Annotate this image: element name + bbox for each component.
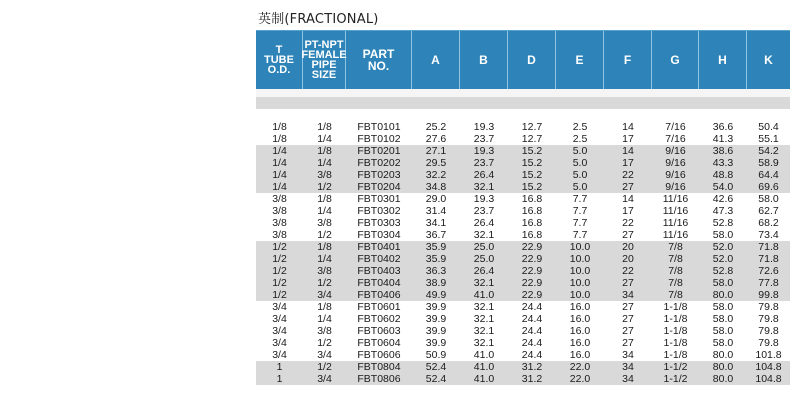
header-line: E: [575, 53, 584, 67]
cell-dim-a: 39.9: [425, 313, 447, 325]
cell-dim-g: 9/16: [665, 157, 686, 169]
header-gap: [256, 89, 790, 97]
cell-dim-e: 16.0: [569, 337, 591, 349]
cell-dim-f: 22: [622, 265, 634, 277]
header-dim-k: [747, 31, 790, 89]
cell-dim-a: 34.8: [425, 181, 447, 193]
cell-dim-e: 10.0: [569, 241, 591, 253]
cell-part-no: FBT0603: [357, 325, 401, 337]
header-line: PT-NPT: [304, 39, 344, 51]
cell-dim-f: 20: [622, 253, 634, 265]
cell-dim-g: 1-1/2: [663, 373, 688, 385]
header-line: T: [275, 44, 283, 56]
cell-dim-d: 15.2: [521, 181, 543, 193]
cell-dim-d: 15.2: [521, 169, 543, 181]
cell-dim-b: 32.1: [473, 181, 495, 193]
cell-dim-a: 27.1: [425, 145, 447, 157]
cell-dim-g: 1-1/8: [663, 325, 688, 337]
cell-part-no: FBT0804: [357, 361, 401, 373]
cell-dim-b: 26.4: [473, 265, 495, 277]
header-line: O.D.: [267, 64, 291, 76]
cell-tube-od: 3/8: [272, 205, 287, 217]
cell-dim-k: 79.8: [758, 325, 779, 337]
cell-dim-b: 19.3: [473, 193, 495, 205]
cell-dim-e: 10.0: [569, 289, 591, 301]
cell-part-no: FBT0302: [357, 205, 401, 217]
cell-dim-k: 58.9: [758, 157, 779, 169]
cell-dim-a: 39.9: [425, 301, 447, 313]
cell-dim-e: 10.0: [569, 265, 591, 277]
cell-pipe-size: 1/4: [317, 205, 332, 217]
cell-tube-od: 1/4: [272, 181, 287, 193]
cell-dim-h: 52.0: [712, 241, 734, 253]
cell-dim-k: 58.0: [758, 193, 779, 205]
cell-tube-od: 1/4: [272, 169, 287, 181]
cell-dim-f: 34: [622, 361, 634, 373]
header-line: D: [527, 53, 536, 67]
cell-dim-d: 31.2: [521, 361, 543, 373]
cell-dim-e: 22.0: [569, 373, 591, 385]
cell-dim-b: 26.4: [473, 169, 495, 181]
cell-dim-k: 54.2: [758, 145, 779, 157]
cell-part-no: FBT0101: [357, 121, 401, 133]
cell-dim-k: 71.8: [758, 241, 779, 253]
cell-part-no: FBT0401: [357, 241, 401, 253]
cell-dim-d: 22.9: [521, 241, 543, 253]
cell-dim-d: 16.8: [521, 229, 543, 241]
table-row: [256, 217, 790, 229]
cell-tube-od: 3/4: [272, 301, 287, 313]
cell-dim-e: 5.0: [572, 157, 588, 169]
cell-pipe-size: 1/8: [317, 193, 332, 205]
cell-dim-k: 69.6: [758, 181, 779, 193]
header-dim-h: [699, 31, 747, 89]
cell-dim-f: 14: [622, 145, 634, 157]
cell-pipe-size: 3/8: [317, 265, 332, 277]
table-row: [256, 241, 790, 253]
cell-tube-od: 1/8: [272, 133, 287, 145]
cell-tube-od: 1: [276, 361, 283, 373]
cell-tube-od: 3/8: [272, 229, 287, 241]
spacer-row: [256, 109, 790, 121]
cell-dim-h: 36.6: [712, 121, 734, 133]
cell-dim-b: 23.7: [473, 205, 495, 217]
cell-tube-od: 1/2: [272, 277, 287, 289]
cell-dim-e: 16.0: [569, 349, 591, 361]
cell-dim-g: 1-1/8: [663, 313, 688, 325]
table-row: [256, 145, 790, 157]
cell-dim-e: 2.5: [572, 121, 588, 133]
cell-dim-a: 38.9: [425, 277, 447, 289]
cell-dim-e: 5.0: [572, 181, 588, 193]
cell-dim-d: 24.4: [521, 325, 543, 337]
cell-dim-g: 11/16: [662, 205, 689, 217]
cell-pipe-size: 1/8: [317, 145, 332, 157]
cell-dim-h: 58.0: [712, 325, 734, 337]
header-dim-d: [508, 31, 556, 89]
cell-dim-e: 7.7: [572, 229, 588, 241]
cell-dim-b: 32.1: [473, 325, 495, 337]
cell-tube-od: 1/4: [272, 145, 287, 157]
cell-dim-a: 29.0: [425, 193, 447, 205]
cell-dim-a: 27.6: [425, 133, 447, 145]
cell-pipe-size: 1/2: [317, 277, 332, 289]
cell-tube-od: 1/2: [272, 289, 287, 301]
cell-dim-d: 16.8: [521, 205, 543, 217]
cell-dim-f: 27: [622, 277, 634, 289]
header-dim-b: [460, 31, 508, 89]
cell-dim-h: 48.8: [712, 169, 734, 181]
header-line: A: [431, 53, 440, 67]
cell-dim-f: 27: [622, 229, 634, 241]
cell-dim-a: 25.2: [425, 121, 447, 133]
cell-pipe-size: 1/8: [317, 241, 332, 253]
cell-dim-e: 7.7: [572, 193, 588, 205]
header-line: H: [718, 53, 727, 67]
cell-dim-g: 9/16: [665, 181, 686, 193]
header-line: G: [670, 53, 680, 67]
cell-dim-a: 39.9: [425, 325, 447, 337]
cell-dim-g: 7/16: [665, 121, 686, 133]
cell-part-no: FBT0402: [357, 253, 401, 265]
cell-dim-f: 27: [622, 301, 634, 313]
cell-dim-b: 32.1: [473, 337, 495, 349]
header-line: PART: [362, 47, 395, 61]
cell-dim-g: 11/16: [662, 193, 689, 205]
cell-dim-a: 50.9: [425, 349, 447, 361]
cell-pipe-size: 3/4: [317, 289, 332, 301]
cell-dim-e: 7.7: [572, 205, 588, 217]
cell-dim-k: 79.8: [758, 337, 779, 349]
page-title: 英制(FRACTIONAL): [258, 12, 379, 27]
cell-dim-h: 80.0: [712, 349, 734, 361]
cell-dim-a: 32.2: [425, 169, 447, 181]
table-row: [256, 337, 790, 349]
cell-dim-e: 7.7: [572, 217, 588, 229]
table-row: [256, 193, 790, 205]
cell-dim-f: 22: [622, 217, 634, 229]
cell-dim-b: 41.0: [473, 361, 495, 373]
cell-pipe-size: 1/2: [317, 337, 332, 349]
cell-dim-h: 38.6: [712, 145, 734, 157]
cell-dim-g: 7/8: [668, 253, 683, 265]
cell-part-no: FBT0204: [357, 181, 401, 193]
cell-dim-g: 7/8: [668, 289, 683, 301]
cell-dim-b: 32.1: [473, 229, 495, 241]
cell-dim-e: 16.0: [569, 313, 591, 325]
cell-pipe-size: 3/4: [317, 373, 332, 385]
cell-dim-g: 9/16: [665, 169, 686, 181]
cell-dim-b: 25.0: [473, 253, 495, 265]
cell-dim-f: 34: [622, 373, 634, 385]
cell-tube-od: 3/4: [272, 325, 287, 337]
cell-tube-od: 1/2: [272, 253, 287, 265]
cell-dim-g: 7/8: [668, 241, 683, 253]
cell-pipe-size: 1/4: [317, 313, 332, 325]
cell-dim-h: 54.0: [712, 181, 734, 193]
cell-dim-k: 72.6: [758, 265, 779, 277]
cell-dim-d: 22.9: [521, 277, 543, 289]
cell-dim-h: 58.0: [712, 337, 734, 349]
cell-dim-k: 50.4: [758, 121, 779, 133]
cell-dim-b: 41.0: [473, 289, 495, 301]
cell-part-no: FBT0406: [357, 289, 401, 301]
cell-dim-d: 31.2: [521, 373, 543, 385]
cell-pipe-size: 1/2: [317, 181, 332, 193]
cell-dim-k: 55.1: [758, 133, 779, 145]
cell-dim-f: 17: [622, 157, 634, 169]
cell-dim-k: 62.7: [758, 205, 779, 217]
cell-dim-f: 14: [622, 193, 634, 205]
cell-dim-d: 16.8: [521, 193, 543, 205]
cell-dim-g: 1-1/8: [663, 301, 688, 313]
cell-dim-a: 35.9: [425, 241, 447, 253]
cell-dim-k: 77.8: [758, 277, 779, 289]
cell-dim-f: 34: [622, 289, 634, 301]
cell-dim-b: 19.3: [473, 145, 495, 157]
cell-dim-a: 31.4: [425, 205, 447, 217]
cell-dim-b: 32.1: [473, 313, 495, 325]
cell-dim-d: 24.4: [521, 301, 543, 313]
cell-dim-h: 41.3: [712, 133, 734, 145]
table-row: [256, 121, 790, 133]
cell-dim-e: 10.0: [569, 277, 591, 289]
header-line: FEMALE: [301, 49, 347, 61]
cell-pipe-size: 1/2: [317, 361, 332, 373]
cell-dim-b: 32.1: [473, 301, 495, 313]
cell-dim-d: 16.8: [521, 217, 543, 229]
cell-dim-f: 27: [622, 325, 634, 337]
table-row: [256, 313, 790, 325]
cell-tube-od: 1: [276, 373, 283, 385]
table-row: [256, 373, 790, 385]
table-row: [256, 277, 790, 289]
cell-dim-k: 101.8: [755, 349, 782, 361]
cell-dim-f: 20: [622, 241, 634, 253]
header-line: F: [623, 53, 632, 67]
cell-dim-d: 12.7: [521, 133, 543, 145]
cell-part-no: FBT0202: [357, 157, 401, 169]
cell-dim-f: 22: [622, 169, 634, 181]
cell-pipe-size: 3/4: [317, 349, 332, 361]
cell-dim-b: 23.7: [473, 133, 495, 145]
cell-dim-h: 47.3: [712, 205, 734, 217]
table-header: [256, 30, 790, 89]
cell-pipe-size: 1/4: [317, 133, 332, 145]
table-row: [256, 325, 790, 337]
cell-part-no: FBT0403: [357, 265, 401, 277]
cell-tube-od: 3/4: [272, 337, 287, 349]
header-dim-g: [652, 31, 699, 89]
header-line: K: [764, 53, 773, 67]
cell-dim-g: 1-1/8: [663, 349, 688, 361]
cell-dim-k: 71.8: [758, 253, 779, 265]
cell-part-no: FBT0301: [357, 193, 401, 205]
cell-part-no: FBT0606: [357, 349, 401, 361]
cell-dim-k: 79.8: [758, 301, 779, 313]
table-row: [256, 181, 790, 193]
table-row: [256, 157, 790, 169]
cell-dim-f: 27: [622, 313, 634, 325]
cell-dim-h: 80.0: [712, 289, 734, 301]
cell-part-no: FBT0602: [357, 313, 401, 325]
cell-dim-h: 42.6: [712, 193, 734, 205]
header-separator: [256, 97, 790, 109]
cell-dim-g: 7/8: [668, 265, 683, 277]
cell-pipe-size: 1/8: [317, 301, 332, 313]
cell-dim-d: 22.9: [521, 289, 543, 301]
cell-tube-od: 1/4: [272, 157, 287, 169]
cell-dim-f: 27: [622, 181, 634, 193]
cell-dim-a: 34.1: [425, 217, 447, 229]
header-tube-od: [256, 31, 303, 89]
cell-part-no: FBT0203: [357, 169, 401, 181]
cell-dim-e: 10.0: [569, 253, 591, 265]
cell-dim-h: 80.0: [712, 361, 734, 373]
cell-dim-k: 104.8: [755, 361, 782, 373]
cell-pipe-size: 1/4: [317, 157, 332, 169]
cell-dim-e: 16.0: [569, 325, 591, 337]
cell-dim-d: 12.7: [521, 121, 543, 133]
cell-dim-f: 17: [622, 205, 634, 217]
cell-dim-b: 26.4: [473, 217, 495, 229]
cell-tube-od: 1/8: [272, 121, 287, 133]
cell-dim-e: 5.0: [572, 169, 588, 181]
cell-pipe-size: 3/8: [317, 169, 332, 181]
cell-dim-k: 99.8: [758, 289, 779, 301]
cell-dim-k: 79.8: [758, 313, 779, 325]
cell-dim-e: 5.0: [572, 145, 588, 157]
table-row: [256, 301, 790, 313]
header-dim-f: [604, 31, 652, 89]
cell-dim-e: 2.5: [572, 133, 588, 145]
table-body: [256, 121, 790, 385]
cell-tube-od: 3/8: [272, 217, 287, 229]
cell-dim-h: 52.8: [712, 217, 734, 229]
cell-dim-b: 19.3: [473, 121, 495, 133]
cell-dim-a: 52.4: [425, 361, 447, 373]
cell-dim-h: 58.0: [712, 301, 734, 313]
cell-dim-a: 39.9: [425, 337, 447, 349]
fitting-dimensions-table: [256, 30, 790, 385]
cell-pipe-size: 3/8: [317, 217, 332, 229]
cell-part-no: FBT0601: [357, 301, 401, 313]
cell-dim-h: 58.0: [712, 229, 734, 241]
header-pipe-size: [303, 31, 346, 89]
cell-dim-d: 15.2: [521, 145, 543, 157]
cell-pipe-size: 1/2: [317, 229, 332, 241]
table-row: [256, 169, 790, 181]
cell-dim-a: 36.7: [425, 229, 447, 241]
cell-dim-h: 52.8: [712, 265, 734, 277]
cell-dim-h: 58.0: [712, 313, 734, 325]
header-line: PIPE: [311, 59, 337, 71]
cell-dim-e: 22.0: [569, 361, 591, 373]
cell-dim-g: 11/16: [662, 229, 689, 241]
cell-tube-od: 1/2: [272, 265, 287, 277]
cell-pipe-size: 1/4: [317, 253, 332, 265]
table-row: [256, 265, 790, 277]
cell-dim-g: 1-1/2: [663, 361, 688, 373]
cell-dim-h: 80.0: [712, 373, 734, 385]
cell-dim-g: 11/16: [662, 217, 689, 229]
cell-dim-h: 58.0: [712, 277, 734, 289]
table-row: [256, 205, 790, 217]
cell-tube-od: 3/4: [272, 313, 287, 325]
table-row: [256, 133, 790, 145]
cell-dim-g: 9/16: [665, 145, 686, 157]
header-dim-a: [412, 31, 460, 89]
table-row: [256, 253, 790, 265]
cell-dim-g: 1-1/8: [663, 337, 688, 349]
table-row: [256, 349, 790, 361]
cell-part-no: FBT0304: [357, 229, 401, 241]
cell-dim-f: 34: [622, 349, 634, 361]
header-dim-e: [556, 31, 604, 89]
cell-dim-f: 17: [622, 133, 634, 145]
header-line: TUBE: [264, 54, 294, 66]
cell-dim-d: 24.4: [521, 349, 543, 361]
cell-dim-b: 32.1: [473, 277, 495, 289]
cell-dim-f: 14: [622, 121, 634, 133]
header-line: B: [479, 53, 488, 67]
cell-dim-a: 35.9: [425, 253, 447, 265]
cell-part-no: FBT0201: [357, 145, 401, 157]
header-line: SIZE: [311, 69, 337, 81]
cell-part-no: FBT0404: [357, 277, 401, 289]
cell-dim-b: 41.0: [473, 373, 495, 385]
cell-dim-k: 68.2: [758, 217, 779, 229]
cell-dim-h: 52.0: [712, 253, 734, 265]
cell-dim-g: 7/16: [665, 133, 686, 145]
cell-tube-od: 1/2: [272, 241, 287, 253]
cell-dim-a: 52.4: [425, 373, 447, 385]
cell-dim-g: 7/8: [668, 277, 683, 289]
cell-pipe-size: 1/8: [317, 121, 332, 133]
cell-dim-b: 25.0: [473, 241, 495, 253]
cell-dim-k: 104.8: [755, 373, 782, 385]
table-row: [256, 289, 790, 301]
cell-dim-f: 27: [622, 337, 634, 349]
cell-part-no: FBT0604: [357, 337, 401, 349]
cell-dim-e: 16.0: [569, 301, 591, 313]
header-part-no: [346, 31, 412, 89]
cell-dim-d: 24.4: [521, 313, 543, 325]
cell-dim-d: 24.4: [521, 337, 543, 349]
cell-part-no: FBT0806: [357, 373, 401, 385]
cell-dim-d: 22.9: [521, 265, 543, 277]
table-row: [256, 361, 790, 373]
cell-part-no: FBT0303: [357, 217, 401, 229]
cell-dim-a: 49.9: [425, 289, 447, 301]
cell-part-no: FBT0102: [357, 133, 401, 145]
cell-dim-d: 15.2: [521, 157, 543, 169]
cell-dim-b: 23.7: [473, 157, 495, 169]
cell-dim-d: 22.9: [521, 253, 543, 265]
cell-dim-a: 36.3: [425, 265, 447, 277]
cell-dim-k: 73.4: [758, 229, 779, 241]
cell-dim-h: 43.3: [712, 157, 734, 169]
cell-dim-a: 29.5: [425, 157, 447, 169]
cell-dim-b: 41.0: [473, 349, 495, 361]
cell-pipe-size: 3/8: [317, 325, 332, 337]
cell-dim-k: 64.4: [758, 169, 779, 181]
table-row: [256, 229, 790, 241]
cell-tube-od: 3/8: [272, 193, 287, 205]
header-line: NO.: [367, 59, 390, 73]
cell-tube-od: 3/4: [272, 349, 287, 361]
